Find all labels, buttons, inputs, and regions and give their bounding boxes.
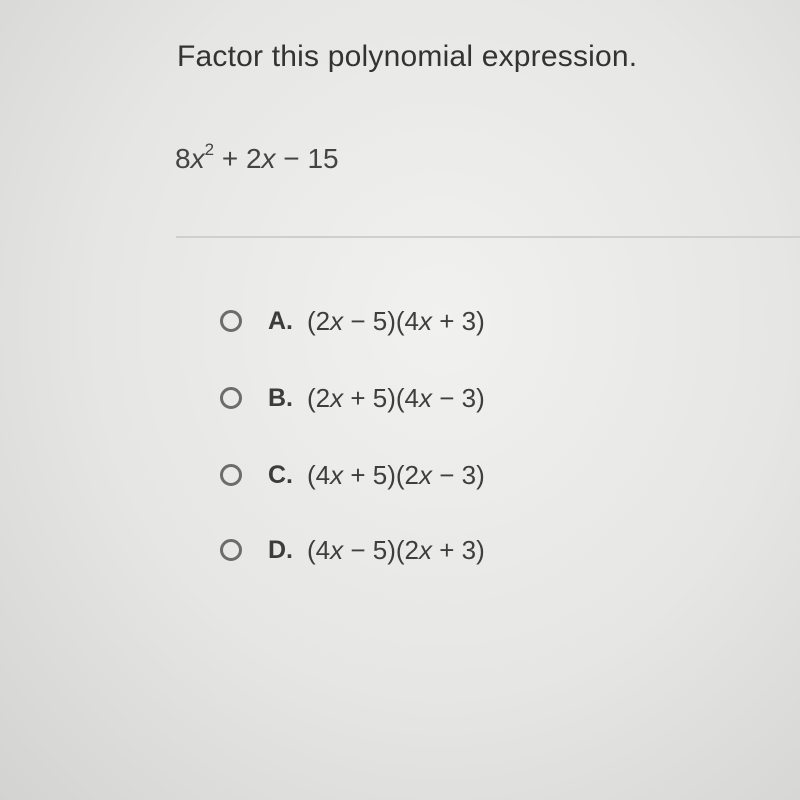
expression-variable-2: x	[261, 143, 276, 174]
expression-exponent: 2	[204, 139, 215, 159]
expression-coefficient: 8	[175, 143, 191, 174]
choice-a[interactable]	[220, 301, 485, 341]
choice-answer-a: (2x − 5)(4x + 3)	[307, 305, 485, 336]
choice-letter-d: D.	[268, 535, 293, 564]
radio-button-a[interactable]	[220, 310, 242, 332]
choice-letter-a: A.	[268, 306, 293, 335]
choice-d[interactable]	[220, 530, 485, 570]
expression-variable: x	[190, 143, 205, 174]
divider	[176, 236, 800, 238]
radio-button-d[interactable]	[220, 539, 242, 561]
radio-button-b[interactable]	[220, 387, 242, 409]
choice-letter-b: B.	[268, 383, 293, 412]
choice-c[interactable]	[220, 455, 485, 495]
polynomial-expression	[175, 139, 339, 175]
choice-letter-c: C.	[268, 460, 293, 489]
choice-answer-d: (4x − 5)(2x + 3)	[307, 534, 485, 565]
choice-b[interactable]	[220, 378, 485, 418]
expression-middle: + 2	[214, 143, 262, 174]
question-prompt: Factor this polynomial expression.	[177, 40, 638, 73]
radio-button-c[interactable]	[220, 464, 242, 486]
choice-answer-b: (2x + 5)(4x − 3)	[307, 382, 485, 413]
expression-constant: − 15	[275, 143, 339, 174]
choice-answer-c: (4x + 5)(2x − 3)	[307, 459, 485, 490]
